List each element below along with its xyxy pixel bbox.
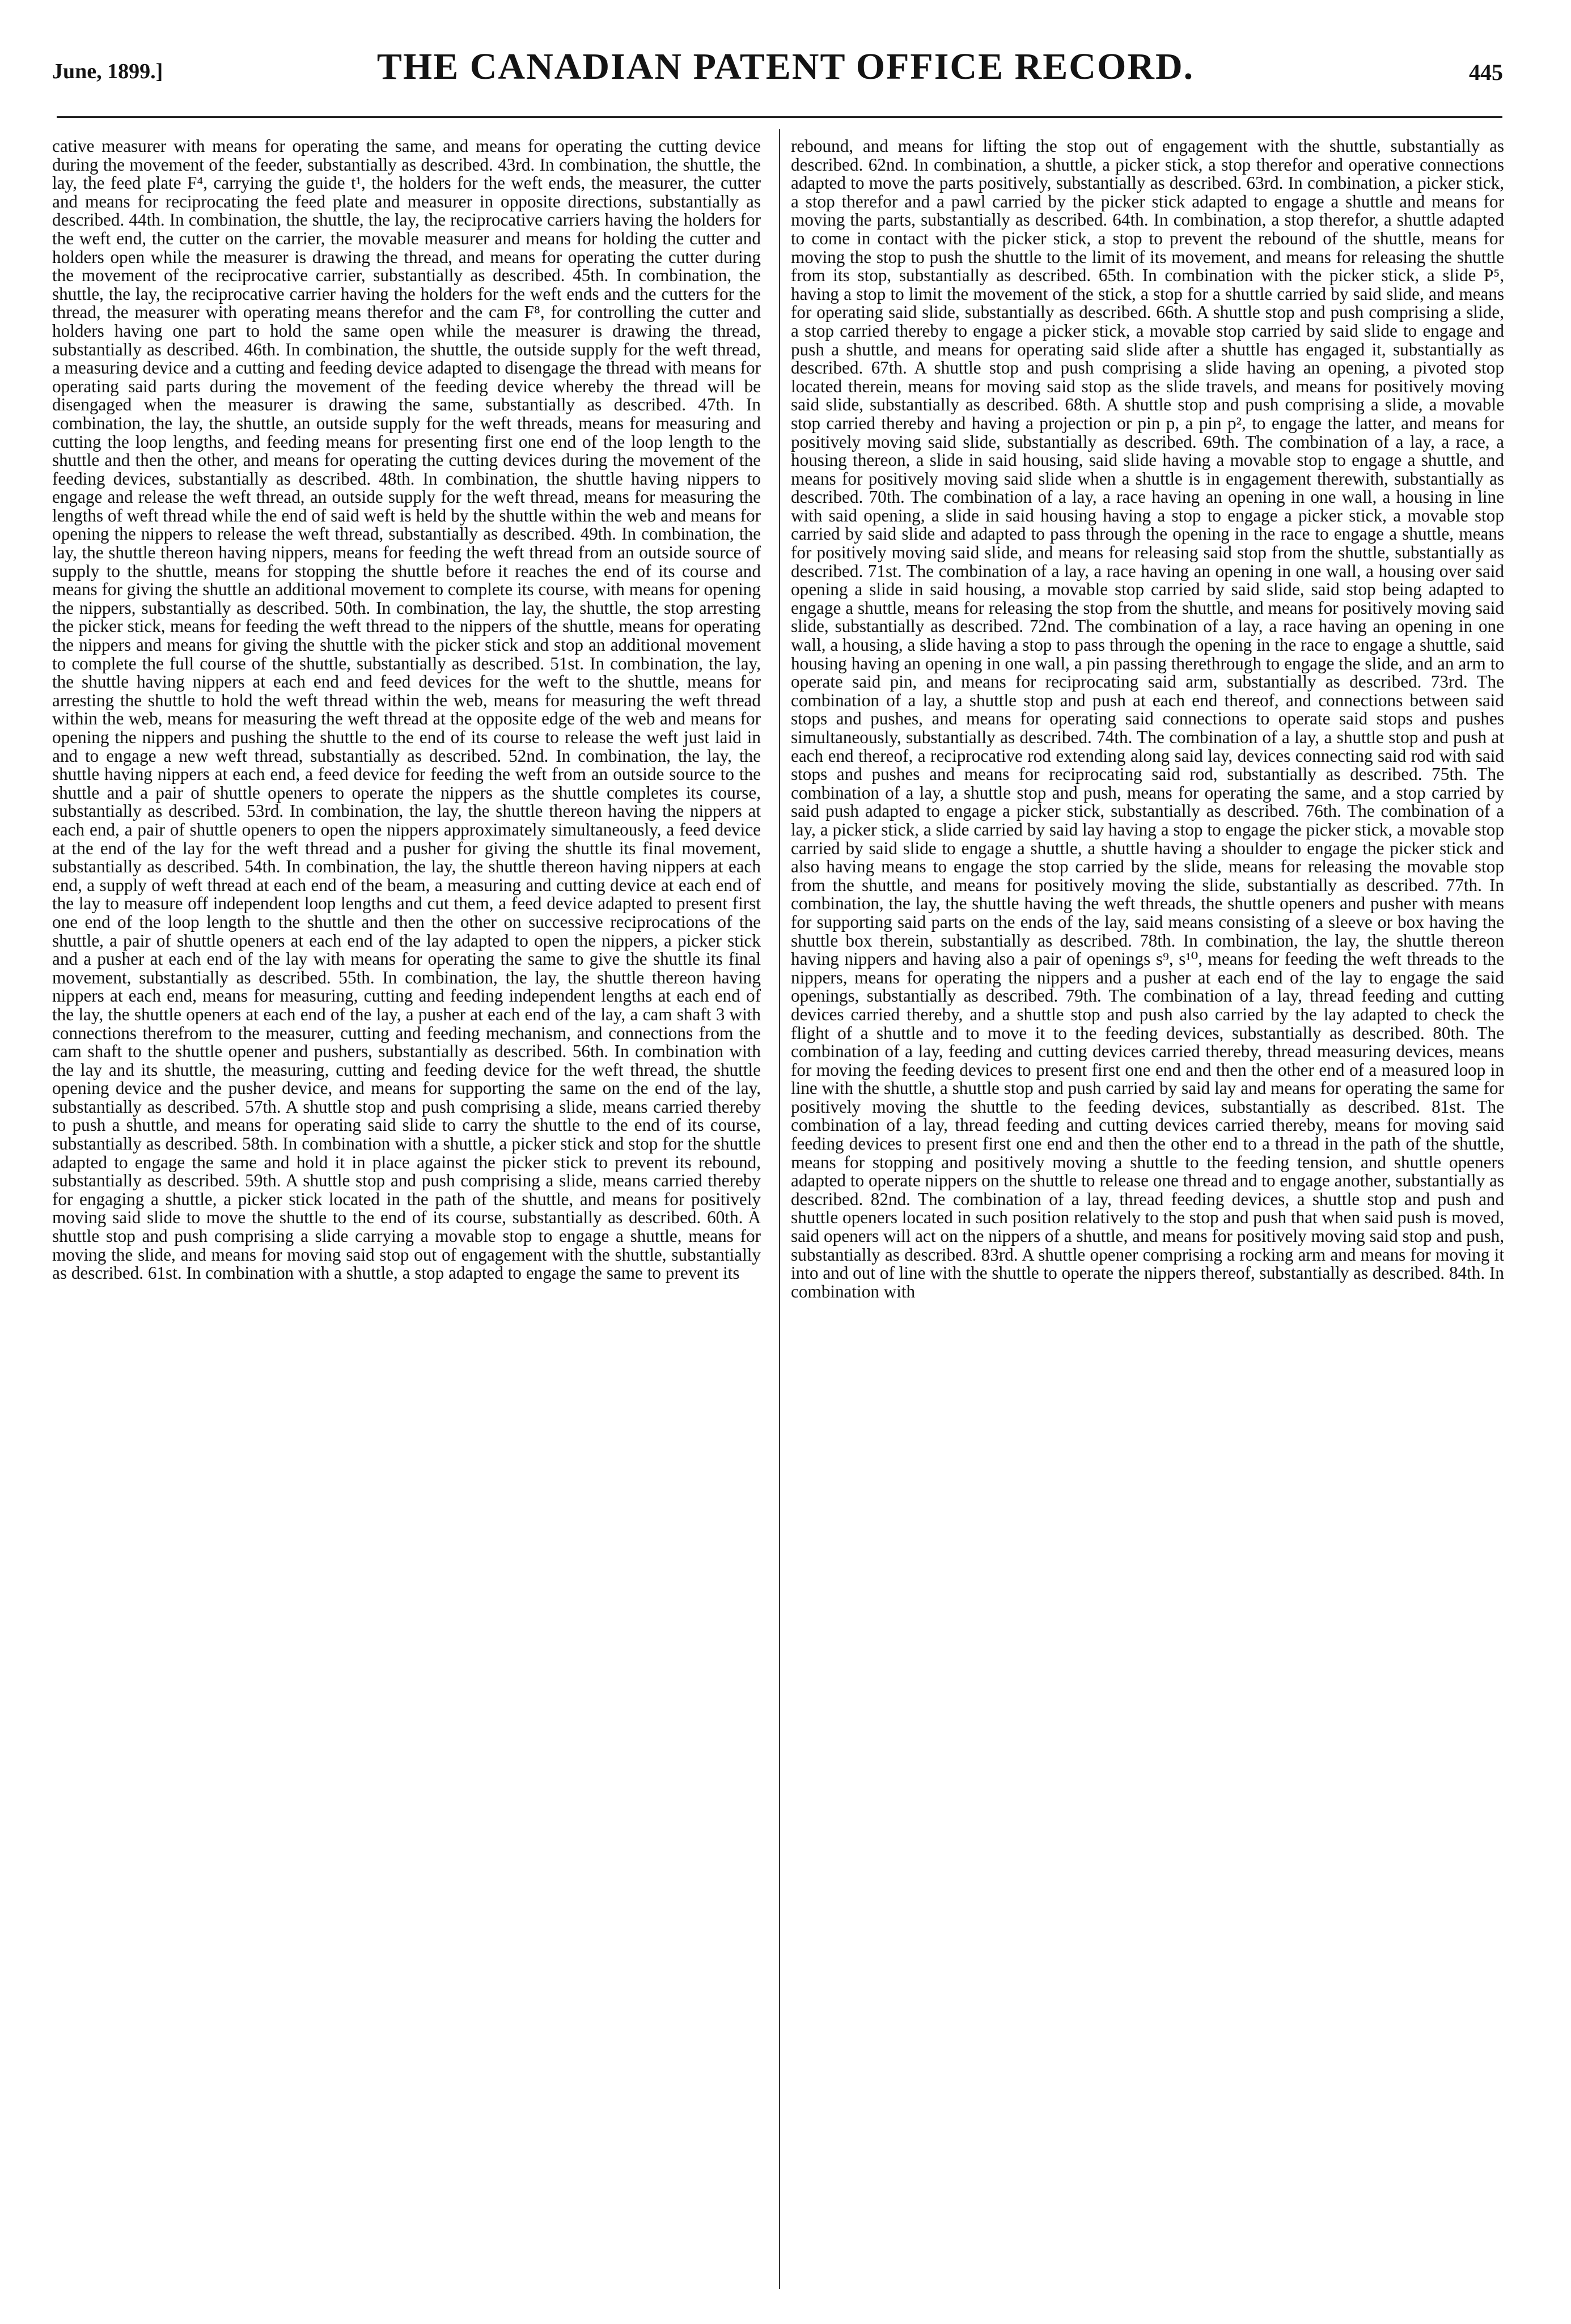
column-divider [779,129,780,2289]
publication-title: THE CANADIAN PATENT OFFICE RECORD. [376,46,1195,87]
page-header [0,45,1571,119]
right-column [791,137,1504,2291]
header-rule [57,116,1502,118]
left-column-text: cative measurer with means for operating the same, and means for operating the cutting device during the movement of the feeder, substantially as described. 43rd. In combination, the shuttle, the lay, the feed plate F⁴, carrying the guide t¹, the holders for the weft ends, the measurer, the cutter and means for reciprocating the feed plate and measurer in opposite directions, substantially as described. 44th. In combination, the shuttle, the lay, the reciprocative carriers having the holders for the weft end, the cutter on the carrier, the movable measurer and means for holding the cutter and holders open while the measurer is drawing the thread, and means for operating the cutter during the movement of the reciprocative carrier, substantially as described. 45th. In combination, the shuttle, the lay, the reciprocative carrier having the holders for the weft ends and the cutters for the thread, the measurer with operating means therefor and the cam F⁸, for controlling the cutter and holders having one part to hold the same open while the measurer is drawing the thread, substantially as described. 46th. In combination, the shuttle, the outside supply for the weft thread, a measuring device and a cutting and feeding device adapted to disengage the thread with means for operating said parts during the movement of the feeding device whereby the thread will be disengaged when the measurer is drawing the same, substantially as described. 47th. In combination, the lay, the shuttle, an outside supply for the weft threads, means for measuring and cutting the loop lengths, and feeding means for presenting first one end of the loop length to the shuttle and then the other, and means for operating the cutting devices during the movement of the feeding devices, substantially as described. 48th. In combination, the shuttle having nippers to engage and release the weft thread, an outside supply for the weft thread, means for measuring the lengths of weft thread while the end of said weft is held by the shuttle within the web and means for opening the nippers to release the weft thread, substantially as described. 49th. In combination, the lay, the shuttle thereon having nippers, means for feeding the weft thread from an outside source of supply to the shuttle, means for stopping the shuttle before it reaches the end of its course and means for giving the shuttle an additional movement to complete its course, with means for opening the nippers, substantially as described. 50th. In combination, the lay, the shuttle, the stop arresting the picker stick, means for feeding the weft thread to the nippers of the shuttle, means for operating the nippers and means for giving the shuttle with the picker stick and stop an additional movement to complete the full course of the shuttle, substantially as described. 51st. In combination, the lay, the shuttle having nippers at each end and feed devices for the weft to the shuttle, means for arresting the shuttle to hold the weft thread within the web, means for measuring the weft thread within the web, means for measuring the weft thread at the opposite edge of the web and means for opening the nippers and pushing the shuttle to the end of its course to release the weft just laid in and to engage a new weft thread, substantially as described. 52nd. In combination, the lay, the shuttle having nippers at each end, a feed device for feeding the weft from an outside source to the shuttle and a pair of shuttle openers to operate the nippers as the shuttle completes its course, substantially as described. 53rd. In combination, the lay, the shuttle thereon having the nippers at each end, a pair of shuttle openers to open the nippers approximately simultaneously, a feed device at the end of the lay for the weft thread and a pusher for giving the shuttle its final movement, substantially as described. 54th. In combination, the lay, the shuttle thereon having nippers at each end, a supply of weft thread at each end of the beam, a measuring and cutting device at each end of the lay to measure off independent loop lengths and cut them, a feed device adapted to present first one end of the loop length to the shuttle and then the other on successive reciprocations of the shuttle, a pair of shuttle openers at each end of the lay adapted to open the nippers, a picker stick and a pusher at each end of the lay with means for operating the same to give the shuttle its final movement, substantially as described. 55th. In combination, the lay, the shuttle thereon having nippers at each end, means for measuring, cutting and feeding independent lengths at each end of the lay, the shuttle openers at each end of the lay, a pusher at each end of the lay, a cam shaft 3 with connections therefrom to the measurer, cutting and feeding mechanism, and connections from the cam shaft to the shuttle opener and pushers, substantially as described. 56th. In combination with the lay and its shuttle, the measuring, cutting and feeding device for the weft thread, the shuttle opening device and the pusher device, and means for supporting the same on the end of the lay, substantially as described. 57th. A shuttle stop and push comprising a slide, means carried thereby to push a shuttle, and means for operating said slide to carry the shuttle to the end of its course, substantially as described. 58th. In combination with a shuttle, a picker stick and stop for the shuttle adapted to engage the same and hold it in place against the picker stick to prevent its rebound, substantially as described. 59th. A shuttle stop and push comprising a slide, means carried thereby for engaging a shuttle, a picker stick located in the path of the shuttle, and means for positively moving said slide to move the shuttle to the end of its course, substantially as described. 60th. A shuttle stop and push comprising a slide carrying a movable stop to engage a shuttle, means for moving the slide, and means for moving said stop out of engagement with the shuttle, substantially as described. 61st. In combination with a shuttle, a stop adapted to engage the same to prevent its [52,137,761,1283]
issue-date: June, 1899.] [52,60,163,83]
page-number: 445 [1469,60,1503,85]
right-column-text: rebound, and means for lifting the stop out of engagement with the shuttle, substantially as described. 62nd. In combination, a shuttle, a picker stick, a stop therefor and operative connections adapted to move the parts positively, substantially as described. 63rd. In combination, a picker stick, a stop therefor and a pawl carried by the picker stick adapted to engage a shuttle and means for moving the parts, substantially as described. 64th. In combination, a stop therefor, a shuttle adapted to come in contact with the picker stick, a stop to prevent the rebound of the shuttle, means for moving the stop to push the shuttle to the limit of its movement, and means for releasing the shuttle from its stop, substantially as described. 65th. In combination with the picker stick, a slide P⁵, having a stop to limit the movement of the stick, a stop for a shuttle carried by said slide, and means for operating said slide, substantially as described. 66th. A shuttle stop and push comprising a slide, a stop carried thereby to engage a picker stick, a movable stop carried by said slide to engage and push a shuttle, and means for operating said slide after a shuttle has engaged it, substantially as described. 67th. A shuttle stop and push comprising a slide having an opening, a pivoted stop located therein, means for moving said stop as the slide travels, and means for positively moving said slide, substantially as described. 68th. A shuttle stop and push comprising a slide, a movable stop carried thereby and having a projection or pin p, a pin p², to engage the latter, and means for positively moving said slide, substantially as described. 69th. The combination of a lay, a race, a housing thereon, a slide in said housing, said slide having a movable stop to engage a shuttle, and means for positively moving said slide when a shuttle is in engagement therewith, substantially as described. 70th. The combination of a lay, a race having an opening in one wall, a housing in line with said opening, a slide in said housing having a stop to engage a picker stick, a movable stop carried by said slide and adapted to pass through the opening in the race to engage a shuttle, means for positively moving said slide, and means for releasing said stop from the shuttle, substantially as described. 71st. The combination of a lay, a race having an opening in one wall, a housing over said opening a slide in said housing, a movable stop carried by said slide, said stop being adapted to engage a shuttle, means for releasing the stop from the shuttle, and means for positively moving said slide, substantially as described. 72nd. The combination of a lay, a race having an opening in one wall, a housing, a slide having a stop to pass through the opening in the race to engage a shuttle, said housing having an opening in one wall, a pin passing therethrough to engage the slide, and an arm to operate said pin, and means for reciprocating said arm, substantially as described. 73rd. The combination of a lay, a shuttle stop and push at each end thereof, and connections between said stops and pushes, and means for operating said connections to operate said stops and pushes simultaneously, substantially as described. 74th. The combination of a lay, a shuttle stop and push at each end thereof, a reciprocative rod extending along said lay, devices connecting said rod with said stops and pushes and means for reciprocating said rod, substantially as described. 75th. The combination of a lay, a shuttle stop and push, means for operating the same, and a stop carried by said push adapted to engage a picker stick, substantially as described. 76th. The combination of a lay, a picker stick, a slide carried by said lay having a stop to engage the picker stick, a movable stop carried by said slide to engage a shuttle, a shuttle having a shoulder to engage the picker stick and also having means to engage the stop carried by the slide, means for releasing the movable stop from the shuttle, and means for positively moving the slide, substantially as described. 77th. In combination, the lay, the shuttle having the weft threads, the shuttle openers and pusher with means for supporting said parts on the ends of the lay, said means consisting of a sleeve or box having the shuttle box therein, substantially as described. 78th. In combination, the lay, the shuttle thereon having nippers and having also a pair of openings s⁹, s¹⁰, means for feeding the weft threads to the nippers, means for operating the nippers and a pusher at each end of the lay to engage the said openings, substantially as described. 79th. The combination of a lay, thread feeding and cutting devices carried thereby, and a shuttle stop and push also carried by the lay adapted to check the flight of a shuttle and to move it to the feeding devices, substantially as described. 80th. The combination of a lay, feeding and cutting devices carried thereby, thread measuring devices, means for moving the feeding devices to present first one end and then the other end of a measured loop in line with the shuttle, a shuttle stop and push carried by said lay and means for operating the same for positively moving the shuttle to the feeding devices, substantially as described. 81st. The combination of a lay, thread feeding and cutting devices carried thereby, means for moving said feeding devices to present first one end and then the other end to a thread in the path of the shuttle, means for stopping and positively moving a shuttle to the feeding tension, and shuttle openers adapted to operate nippers on the shuttle to release one thread and to engage another, substantially as described. 82nd. The combination of a lay, thread feeding devices, a shuttle stop and push and shuttle openers located in such position relatively to the stop and push that when said push is moved, said openers will act on the nippers of a shuttle, and means for positively moving said stop and push, substantially as described. 83rd. A shuttle opener comprising a rocking arm and means for moving it into and out of line with the shuttle to operate the nippers thereof, substantially as described. 84th. In combination with [791,137,1504,1301]
left-column [52,137,761,2291]
